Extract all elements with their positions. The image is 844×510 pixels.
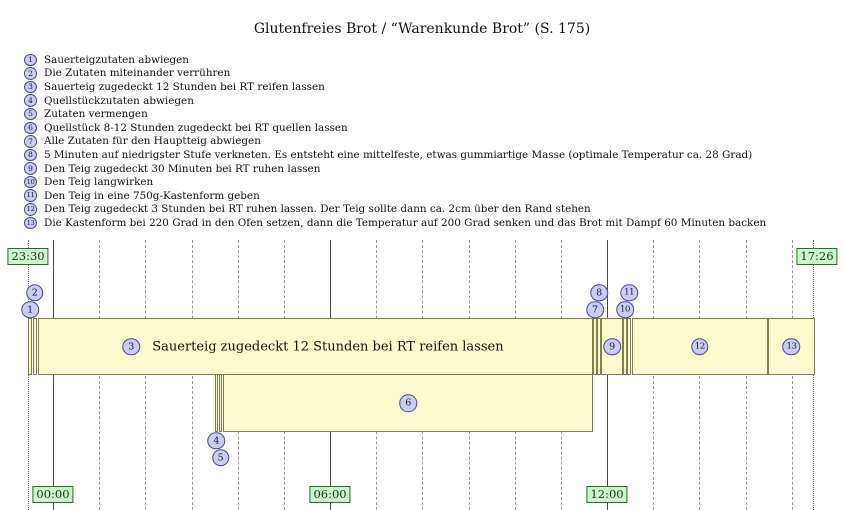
gridline-hour-13 bbox=[653, 240, 654, 510]
step-number-badge: 5 bbox=[24, 108, 37, 121]
step-number-badge: 8 bbox=[24, 149, 37, 162]
gridline-hour-2 bbox=[145, 240, 146, 510]
step-circle-13: 13 bbox=[783, 338, 801, 356]
bar-step-8 bbox=[597, 318, 601, 375]
step-item bbox=[24, 121, 766, 135]
step-item bbox=[24, 53, 766, 67]
step-circle-3: 3 bbox=[122, 338, 140, 356]
bar-step-11 bbox=[627, 318, 631, 375]
bar-step-4 bbox=[215, 374, 219, 432]
step-label: Quellstückzutaten abwiegen bbox=[44, 94, 194, 107]
step-number-badge: 3 bbox=[24, 81, 37, 94]
step-number-badge: 6 bbox=[24, 122, 37, 135]
end-time-label: 17:26 bbox=[796, 248, 837, 265]
step-item bbox=[24, 107, 766, 121]
marker-circle-11: 11 bbox=[620, 284, 638, 302]
step-number-badge: 1 bbox=[24, 54, 37, 67]
marker-circle-1: 1 bbox=[21, 301, 39, 319]
bar-label-step-3: Sauerteig zugedeckt 12 Stunden bei RT reifen lassen bbox=[152, 339, 504, 355]
step-label: Den Teig langwirken bbox=[44, 176, 154, 189]
step-label: Den Teig in eine 750g-Kastenform geben bbox=[44, 189, 260, 202]
step-item bbox=[24, 135, 766, 149]
bar-step-1 bbox=[28, 318, 32, 375]
step-item bbox=[24, 175, 766, 189]
axis-tick-label-0600: 06:00 bbox=[309, 486, 350, 503]
gridline-hour-15 bbox=[746, 240, 747, 510]
bar-step-7 bbox=[593, 318, 597, 375]
step-number-badge: 11 bbox=[24, 189, 37, 202]
gridline-hour-14 bbox=[699, 240, 700, 510]
step-label: Sauerteig zugedeckt 12 Stunden bei RT reifen lassen bbox=[44, 80, 325, 93]
axis-tick-label-1200: 12:00 bbox=[586, 486, 627, 503]
gridline-end-time bbox=[813, 240, 814, 510]
step-number-badge: 10 bbox=[24, 176, 37, 189]
step-item bbox=[24, 94, 766, 108]
step-label: Die Zutaten miteinander verrühren bbox=[44, 67, 231, 80]
step-item bbox=[24, 148, 766, 162]
step-circle-6: 6 bbox=[400, 394, 418, 412]
step-circle-12: 12 bbox=[691, 338, 709, 356]
step-label: Zutaten vermengen bbox=[44, 108, 148, 121]
step-label: Sauerteigzutaten abwiegen bbox=[44, 53, 189, 66]
step-number-badge: 7 bbox=[24, 135, 37, 148]
step-number-badge: 9 bbox=[24, 162, 37, 175]
gridline-start-time bbox=[28, 240, 29, 510]
step-number-badge: 4 bbox=[24, 94, 37, 107]
step-number-badge: 2 bbox=[24, 67, 37, 80]
step-label: 5 Minuten auf niedrigster Stufe verkneten. Es entsteht eine mittelfeste, etwas gummiartige Masse (optimale Temperatur ca. 28 Grad) bbox=[44, 148, 753, 161]
step-item bbox=[24, 216, 766, 230]
start-time-label: 23:30 bbox=[7, 248, 48, 265]
bar-step-2 bbox=[33, 318, 37, 375]
step-number-badge: 13 bbox=[24, 217, 37, 230]
marker-circle-2: 2 bbox=[26, 284, 44, 302]
gridline-hour-3 bbox=[192, 240, 193, 510]
step-circle-9: 9 bbox=[603, 338, 621, 356]
step-label: Den Teig zugedeckt 30 Minuten bei RT ruhen lassen bbox=[44, 162, 321, 175]
axis-tick-label-0000: 00:00 bbox=[32, 486, 73, 503]
step-item bbox=[24, 80, 766, 94]
step-label: Alle Zutaten für den Hauptteig abwiegen bbox=[44, 135, 261, 148]
step-label: Quellstück 8-12 Stunden zugedeckt bei RT quellen lassen bbox=[44, 121, 348, 134]
steps-list bbox=[24, 53, 766, 230]
marker-circle-5: 5 bbox=[212, 449, 230, 467]
page-title: Glutenfreies Brot / “Warenkunde Brot” (S. 175) bbox=[253, 21, 591, 37]
marker-circle-4: 4 bbox=[208, 432, 226, 450]
step-item bbox=[24, 189, 766, 203]
gridline-hour-16 bbox=[792, 240, 793, 510]
step-item bbox=[24, 162, 766, 176]
marker-circle-7: 7 bbox=[586, 301, 604, 319]
step-number-badge: 12 bbox=[24, 203, 37, 216]
step-label: Den Teig zugedeckt 3 Stunden bei RT ruhen lassen. Der Teig sollte dann ca. 2cm über den Rand stehen bbox=[44, 203, 591, 216]
step-label: Die Kastenform bei 220 Grad in den Ofen setzen, dann die Temperatur auf 200 Grad senken und das Brot mit Dampf 60 Minuten backen bbox=[44, 216, 767, 229]
step-item bbox=[24, 67, 766, 81]
gridline-hour-1 bbox=[99, 240, 100, 510]
step-item bbox=[24, 203, 766, 217]
marker-circle-8: 8 bbox=[590, 284, 608, 302]
bar-step-5 bbox=[219, 374, 223, 432]
gridline-major-hour-12 bbox=[607, 240, 608, 510]
marker-circle-10: 10 bbox=[616, 301, 634, 319]
bar-step-10 bbox=[623, 318, 627, 375]
gridline-major-hour-0 bbox=[53, 240, 54, 510]
